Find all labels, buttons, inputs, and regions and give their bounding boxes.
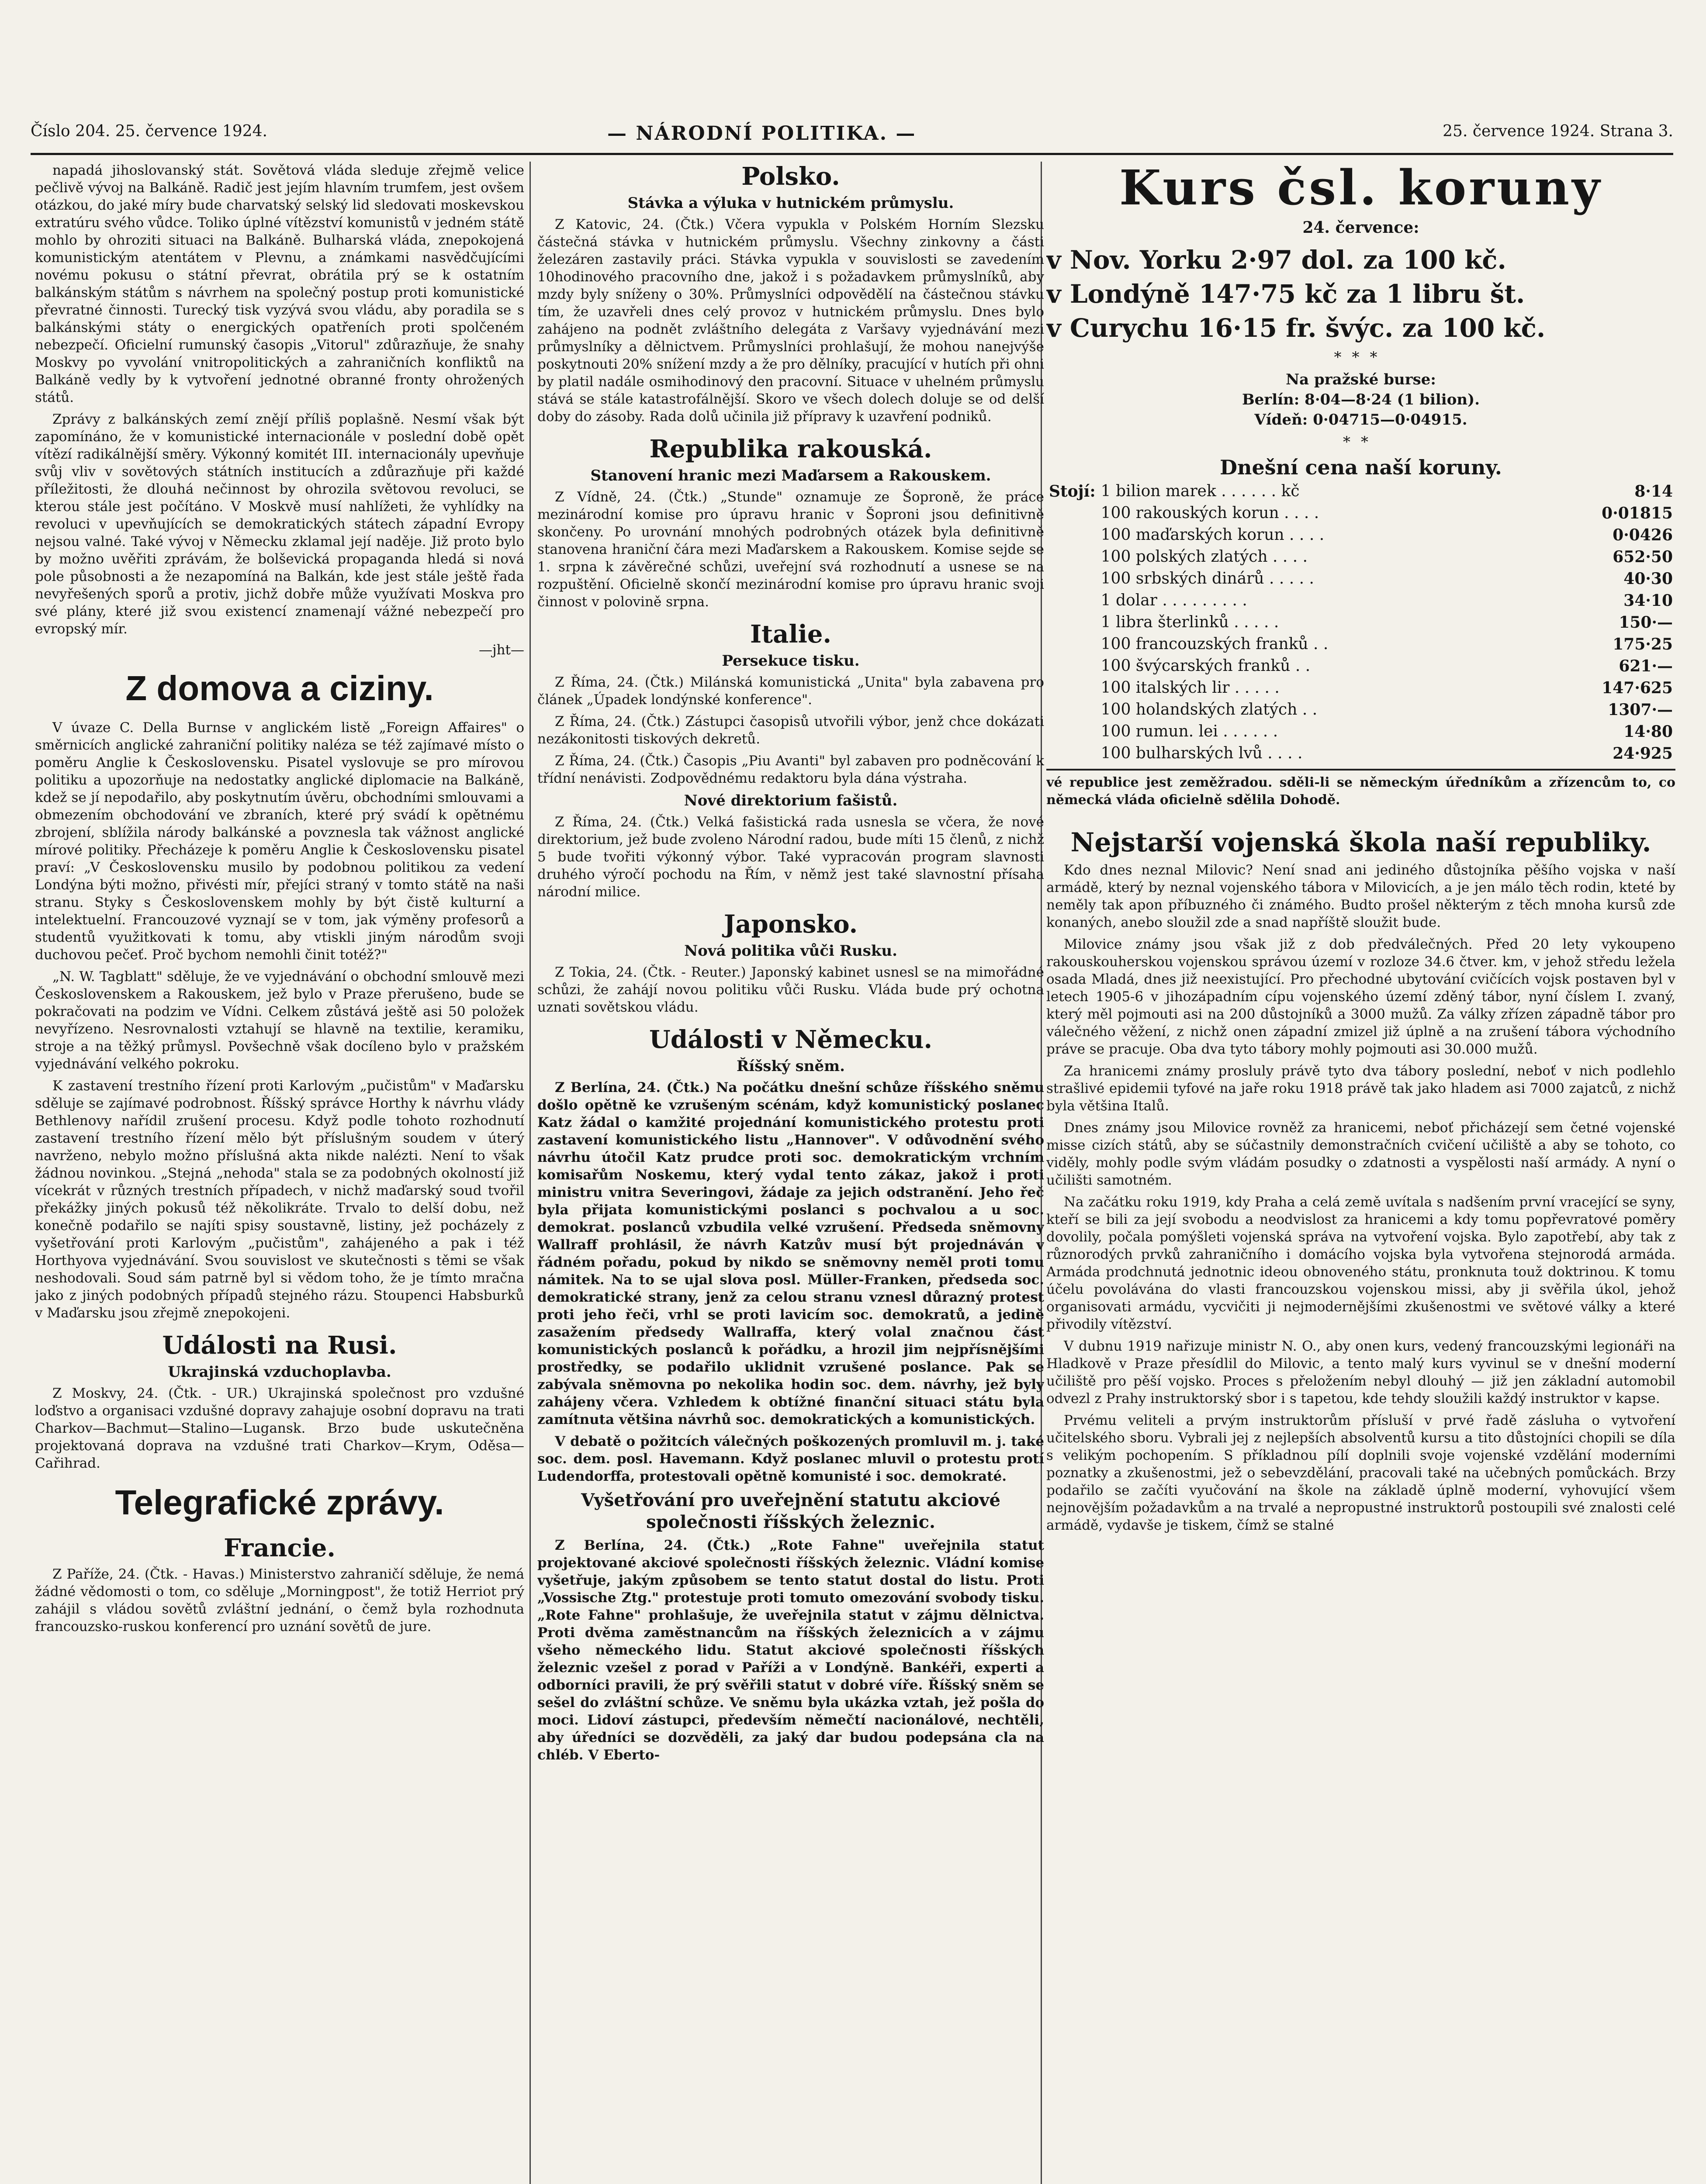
author-signature: —jht— [478, 642, 524, 658]
paragraph: Z Paříže, 24. (Čtk. - Havas.) Ministerstvo zahraničí sděluje, že nemá žádné vědomosti o tom, co sděluje „Morningpost", že totiž Herriot prý zahájil s vládou sovětů zvláštní jednání, o čemž byla rozhodnuta francouzsko-ruskou konferencí pro uznání sovětů de jure. [35, 1566, 524, 1635]
bourse-title: Na pražské burse: [1286, 371, 1436, 388]
issue-number: Číslo 204. 25. července 1924. [31, 122, 267, 140]
masthead: — NÁRODNÍ POLITIKA. — [607, 122, 917, 145]
rate-row [1046, 502, 1675, 524]
rate-row [1046, 743, 1675, 764]
rate-prefix [1046, 743, 1098, 764]
rate-value: 8·14 [1634, 482, 1673, 501]
paragraph: Za hranicemi známy prosluly právě tyto dva tábory poslední, neboť v nich podlehlo strašlivé epidemii tyfové na jaře roku 1918 právě tak jako hladem asi 7000 zajatců, z nichž byla většina Italů. [1046, 1063, 1675, 1114]
article-subtitle: Nové direktorium fašistů. [684, 792, 898, 809]
rate-prefix [1046, 699, 1098, 721]
rate-value: 34·10 [1623, 591, 1673, 610]
rate-value: 0·0426 [1613, 526, 1673, 544]
rate-value: 0·01815 [1602, 504, 1673, 522]
page-header [31, 122, 1673, 155]
paragraph: „N. W. Tagblatt" sděluje, že ve vyjednávání o obchodní smlouvě mezi Československem a Rakouskem, jež bylo v Praze přerušeno, bude se pokračovati na podzim ve Vídni. Celkem zůstává ještě asi 50 položek nevyřízeno. Nesrovnalosti vztahují se hlavně na textilie, keramiku, stroje a na těžký průmysl. Povšechně však docíleno bylo v pražském vyjednávání velkého pokroku. [35, 969, 524, 1072]
rate-prefix [1046, 655, 1098, 677]
exchange-rate-date: 24. července: [1302, 218, 1419, 237]
column-divider [529, 162, 531, 2184]
paragraph: Z Moskvy, 24. (Čtk. - UR.) Ukrajinská společnost pro vzdušné loďstvo a organisaci vzdušné dopravy zahajuje osobní dopravu na trati Charkov—Bachmut—Stalino—Lugansk. Brzo bude uskutečněna projektovaná doprava na vzdušné trati Charkov—Krym, Oděsa—Cařihrad. [35, 1386, 524, 1471]
rate-row [1046, 655, 1675, 677]
rate-row [1046, 612, 1675, 633]
exchange-rate-line: v Nov. Yorku 2·97 dol. za 100 kč. [1046, 245, 1506, 275]
rate-prefix [1046, 721, 1098, 743]
rate-row [1046, 590, 1675, 612]
paragraph: Z Vídně, 24. (Čtk.) „Stunde" oznamuje ze Šoproně, že práce mezinárodní komise pro úpravu hranic v Šoproni jsou definitivně skončeny. Po urovnání mnohých podrobných otázek byla definitivně stanovena hraniční čára mezi Maďarskem a Rakouskem. Komise sejde se 1. srpna k závěrečné schůzi, uveřejní svá rozhodnutí a usnese se na rozpuštění. Oficielně skončí mezinárodní komise pro úpravu hranic svoji činnost v polovině srpna. [537, 489, 1044, 610]
rate-row [1046, 524, 1675, 546]
paragraph: Zprávy z balkánských zemí znějí příliš poplašně. Nesmí však být zapomínáno, že v komunistické internacionále v poslední době opět vítězí radikálnější směry. Výkonný komitét III. internacionály upevňuje svůj vliv v sovětových státních institucích a zdůrazňuje při každé příležitosti, že dlouhá nečinnost by ohrozila světovou revoluci, se kterou stále jest počítáno. V Moskvě musí nahlížeti, že vyhlídky na revoluci v upevňujících se demokratických státech západní Evropy nejsou valné. Také vývoj v Německu zklamal její naděje. Již proto bylo by možno uvěřiti zprávám, že bolševická propaganda hledá si nová pole působnosti a že nezapomíná na Balkán, kde jest stále ještě řada nevyřešených sporů a protiv, jichž dobře může využívati Moskva pro své plány, které již svou existencí znamenají vážné nebezpečí pro evropský mír. [35, 411, 524, 637]
paragraph: Z Berlína, 24. (Čtk.) Na počátku dnešní schůze říšského sněmu došlo opětně ke vzrušeným scénám, když komunistický poslanec Katz žádal o kamžité projednání komunistického protestu proti zastavení komunistického listu „Hannover". V odůvodnění svého návrhu útočil Katz prudce proti soc. demokratickým vrchním komisařům Noskemu, který vydal tento zákaz, jakož i proti ministru vnitra Severingovi, žádaje za jejich odstranění. Jeho řeč byla přijata komunistickými poslanci s pochvalou a u soc. demokrat. poslanců vzbudila velké vzrušení. Předseda sněmovny Wallraff prohlásil, že návrh Katzův musí být projednáván v řádném pořadu, pokud by nikdo se sněmovny neměl proti tomu námitek. Na to se ujal slova posl. Müller-Franken, předseda soc. demokratické strany, jenž za celou stranu vznesl důrazný protest proti jeho řeči, vrhl se proti lavicím soc. demokratů, a jedině zasažením předsedy Wallraffa, který volal značnou část komunistických poslanců k pořádku, a hrozil jim nejpřísnějšími prostředky, se podařilo uklidnit vzrušené poslance. Pak se zabývala sněmovna po nekolika hodin soc. dem. návrhy, jež byly zahájeny včera. Vzhledem k obtížné finanční situaci státu byla zamítnuta většina návrhů soc. demokratických a komunistických. [537, 1080, 1044, 1427]
article-title: Události v Německu. [649, 1025, 932, 1054]
paragraph: Kdo dnes neznal Milovic? Není snad ani jediného důstojníka pěšího vojska v naší armádě, který by neznal vojenského tábora v Milovicích, a je jen málo těch rodin, kteté by neměly tak apon příbuzného či známého. Budto prošel některým z těch mnoha kursů zde konaných, anebo sloužil zde a snad napříště sloužit bude. [1046, 862, 1675, 930]
paragraph: V úvaze C. Della Burnse v anglickém listě „Foreign Affaires" o směrnicích anglické zahraniční politiky naléza se též zajímavé místo o poměru Anglie k Československu. Pisatel vyslovuje se pro mírovou politiku a upozorňuje na nedostatky anglické diplomacie na Balkáně, kdež se jí nepodařilo, aby poskytnutím úvěru, obchodními smlouvami a obmezením obchodování ve zbraních, které prý svádí k opětnému zbrojení, sblížila národy balkánské a povznesla tak vážnost anglické mírové politiky. Přecházeje k poměru Anglie k Československu pisatel praví: „V Československu musilo by podobnou politikou za vedení Londýna býti možno, přivésti mír, přejíci straný v tomto státě na naši stranu. Styky s Československem mohly by být čistě kulturní a intelektuelní. Francouzové vyznají se v tom, jak výměny profesorů a studentů využitkovati k tomu, aby vtiskli jiným národům svoji duchovou pečeť. Proč bychom nemohli činit totéž?" [35, 720, 524, 963]
rate-row [1046, 633, 1675, 655]
rate-prefix [1046, 524, 1098, 546]
paragraph: K zastavení trestního řízení proti Karlovým „pučistům" v Maďarsku sděluje se zajímavé podrobnost. Říšský správce Horthy k návrhu vlády Bethlenovy nařídil zrušení procesu. Když podle tohoto rozhodnutí zastavení trestního řízení mělo být příslušným soudem v úterý navrženo, nebylo možno příslušná akta nikde nalézti. Není to však žádnou novinkou. „Stejná „nehoda" stala se za podobných okolností již vícekrát v různých trestních případech, v nichž maďarský soud tvořil překážky jiných pokusů též několikráte. Trvalo to delší dobu, než konečně podařilo se najíti spisy soustavně, listiny, jež pocházely z vyšetřování proti Karlovým „pučistům", zahájeného a pak i též Horthyova vyjednávání. Svou souvislost ve skutečnosti s těmi se však neshodovali. Soud sám patrně byl si vědom toho, že je tímto mračna jako z jiných podobných případů stejného rázu. Stoupenci Habsburků v Maďarsku jsou zřejmě znepokojeni. [35, 1078, 524, 1321]
exchange-rate-line: v Curychu 16·15 fr. švýc. za 100 kč. [1046, 313, 1546, 343]
ornament-divider: *** [1334, 349, 1388, 366]
paragraph: Z Říma, 24. (Čtk.) Zástupci časopisů utvořili výbor, jenž chce dokázati nezákonitosti tiskových dekretů. [537, 714, 1044, 747]
rate-row [1046, 568, 1675, 590]
rate-prefix [1046, 633, 1098, 655]
rate-value: 14·80 [1623, 722, 1673, 741]
paragraph: Na začátku roku 1919, kdy Praha a celá země uvítala s nadšením první vracející se syny, kteří se bili za její svobodu a neodvislost za hranicemi a kdy tomu popřevratové poměry dovolily, počala pomýšleti vojenská správa na vytvoření vojska. Bylo zapotřebí, aby tak z různorodých prvků zahraničního i domácího vojska byla vytvořena stejnorodá armáda. Armáda prodchnutá jednotnic ideou obnoveného státu, pronknuta touž doktrinou. K tomu účelu povolávána do vlasti francouzskou vojenskou missi, aby ji svěřila úkol, jehož organisovati armádu, vycvičiti ji nejmodernějšími zkušenostmi ve světové války a které přivodily vítězství. [1046, 1194, 1675, 1332]
bourse-line: Vídeň: 0·04715—0·04915. [1254, 411, 1467, 429]
ornament-divider: ** [1343, 433, 1379, 451]
rate-prefix [1046, 590, 1098, 612]
rate-row [1046, 699, 1675, 721]
page-number: 25. července 1924. Strana 3. [1443, 122, 1673, 140]
rate-label: 100 francouzských franků . . [1100, 635, 1329, 653]
rate-value: 150·— [1619, 613, 1673, 632]
paragraph: V dubnu 1919 nařizuje ministr N. O., aby onen kurs, vedený francouzskými legionáři na Hladkově v Praze přesídlil do Milovic, a tento malý kurs vyvinul se v dnešní moderní učiliště pro pěší vojsko. Proces s přeložením nebyl dlouhý — již jen základní automobil odvezl z Prahy instruktorský sbor i s tapetou, kde tehdy sloužili každý instruktor v kapse. [1046, 1338, 1675, 1406]
article-subtitle: Persekuce tisku. [722, 652, 860, 670]
rate-label: 100 srbských dinárů . . . . . [1100, 570, 1314, 587]
column-2 [537, 162, 1044, 2184]
article-subtitle: Říšský sněm. [737, 1057, 845, 1075]
rate-value: 40·30 [1623, 570, 1673, 588]
rates-title: Dnešní cena naší koruny. [1220, 456, 1502, 479]
rate-label: 1 libra šterlinků . . . . . [1100, 613, 1279, 631]
rate-value: 652·50 [1613, 548, 1673, 566]
rate-value: 147·625 [1602, 679, 1673, 697]
rate-row [1046, 721, 1675, 743]
paragraph: Dnes známy jsou Milovice rovněž za hranicemi, neboť přicházejí sem četné vojenské misse cizích států, aby se súčastnily demonstračních cvičení učiliště a aby se tohoto, co viděly, mohly podle svým vládám posudky o zdatnosti a vyspělosti naší armády. A nyní o učilišti samotném. [1046, 1120, 1675, 1188]
rate-prefix [1046, 612, 1098, 633]
rate-label: 100 polských zlatých . . . . [1100, 548, 1308, 566]
bourse-line: Berlín: 8·04—8·24 (1 bilion). [1242, 391, 1480, 408]
paragraph: Z Berlína, 24. (Čtk.) „Rote Fahne" uveřejnila statut projektované akciové společnosti říšských železnic. Vládní komise vyšetřuje, jakým způsobem se tento statut dostal do listu. Proti „Vossische Ztg." protestuje proti tomuto omezování svobody tisku. „Rote Fahne" prohlašuje, že uveřejnila statut v zájmu dělnictva. Proti dvěma zaměstnancům na říšských železnicích a v zájmu všeho německého lidu. Statut akciové společnosti říšských železnic vzešel z porad v Paříži a v Londýně. Bankéři, experti a odborníci pravili, že prý svěřili statut v dobré víře. Říšský sněm se sešel do zvláštní schůze. Ve sněmu byla ukázka vztah, jež pošla do moci. Lidoví zástupci, především němečtí nacionálové, nechtěli, aby úředníci se dozvěděli, za jaký dar budou podepsána cla na chléb. V Eberto- [537, 1538, 1044, 1763]
rate-label: 100 rumun. lei . . . . . . [1100, 722, 1278, 740]
paragraph: Milovice známy jsou však již z dob předválečných. Před 20 lety vykoupeno rakouskouherskou vojenskou správou území v rozloze 34.6 čtver. km, v jehož středu ležela osada Mladá, dnes již neexistující. Pro přechodné ubytování cvičících vojsk postaven byl v letech 1905-6 v jihozápadním cípu vojenského území zděný tábor, nyní číslem I. zvaný, který měl pojmouti asi na 200 důstojníků a 3000 mužů. Za války zřízen západně tábor pro válečného věžení, z nichž onen západní zmizel již úplně a na zrušení tábora východního práve se pracuje. Oba dva tyto tábory mohly pojmouti asi 30.000 mužů. [1046, 936, 1675, 1057]
article-title: Japonsko. [723, 910, 858, 939]
article-subtitle: Stávka a výluka v hutnickém průmyslu. [627, 194, 954, 212]
note-text: vé republice jest zeměžradou. sděli-li se německým úředníkům a zřízencům to, co německá vláda oficielně sdělila Dohodě. [1046, 769, 1675, 809]
article-subtitle: Nová politika vůči Rusku. [684, 942, 897, 960]
column-3 [1046, 162, 1675, 2184]
article-title: Vyšetřování pro uveřejnění statutu akciové společnosti říšských železnic. [581, 1490, 1000, 1532]
column-1 [35, 162, 524, 2184]
paragraph: Prvému veliteli a prvým instruktorům přísluší v prvé řadě zásluha o vytvoření učitelského sboru. Vybrali jej z nejlepších absolventů kursu a tito důstojníci chopili se díla s velikým pochopením. S příkladnou pílí doplnili svoje vojenské vzdělání moderními poznatky a zkušenostmi, jež o sebevzdělání, pracovali také na učebných pomůckách. Brzy podařilo se začíti vyučování na škole na základě úplně moderní, vyhovující všem nejnovějším požadavkům a na trvalé a nepropustné instruktorů postoupili své znalosti celé armádě, vydavše je tiskem, čímž se stalné [1046, 1413, 1675, 1533]
exchange-rate-title: Kurs čsl. koruny [1119, 162, 1603, 216]
paragraph: Z Katovic, 24. (Čtk.) Včera vypukla v Polském Horním Slezsku částečná stávka v hutnickém průmyslu. Všechny zinkovny a části železáren zastavily práci. Stávka vypukla v souvislosti se zavedením 10hodinového pracovního dne, jakož i s požadavkem průmyslníků, aby mzdy byly sníženy o 30%. Průmyslníci odpovědělí na částečnou stávku tím, že uzavřeli dnes celý provoz v hutnickém průmyslu. Dnes bylo zahájeno na podnět zvláštního delegáta z Varšavy vyjednávání mezi průmyslníky a dělnictvem. Průmyslníci prohlašují, že mohou nanejvýše poskytnouti 20% snížení mzdy a že pro dělníky, pracující v hutích při ohni by platil nadále osmihodinový den pracovní. Situace v uhelném průmyslu stává se stále katastrofálnější. Skoro ve všech dolech doluje se od delší doby do zásoby. Rada dolů učinila již přípravy k uzavření podniků. [537, 217, 1044, 425]
rate-value: 24·925 [1613, 744, 1673, 763]
rate-prefix [1046, 502, 1098, 524]
rate-label: 100 bulharských lvů . . . . [1100, 744, 1303, 762]
exchange-rate-line: v Londýně 147·75 kč za 1 libru št. [1046, 279, 1525, 309]
article-title: Nejstarší vojenská škola naší republiky. [1070, 827, 1651, 858]
rate-label: 100 maďarských korun . . . . [1100, 526, 1325, 544]
rate-label: 100 holandských zlatých . . [1100, 701, 1318, 719]
rate-value: 621·— [1619, 657, 1673, 675]
rate-label: 100 italských lir . . . . . [1100, 679, 1280, 697]
article-title: Polsko. [741, 162, 840, 191]
paragraph: Z Říma, 24. (Čtk.) Časopis „Piu Avanti" byl zabaven pro podněcování k třídní nenávisti. Zodpovědnému redaktoru byla dána výstraha. [537, 753, 1044, 786]
rate-prefix: Stojí: [1049, 482, 1096, 501]
section-title: Telegrafické zprávy. [115, 1483, 444, 1522]
paragraph: napadá jihoslovanský stát. Sovětová vláda sleduje zřejmě velice pečlivě vývoj na Balkáně. Radič jest jejím hlavním trumfem, jest ovšem otázkou, do jaké míry bude charvatský selský lid sledovati moskevskou extratúru svého vůdce. Toliko úplné vítězství komunistů v jedném státě mohlo by ohroziti situaci na Balkáně. Bulharská vláda, znepokojená komunistickým atentátem v Plevnu, a známkami nasvědčujícími novému pokusu o státní převrat, obrátila prý se k ostatním balkánským státům s návrhem na společný postup proti komunistické převratné činnosti. Turecký tisk vyzývá svou vládu, aby poradila se s balkánskými státy o energických opatřeních proti spolčeném nebezpečí. Oficielní rumunský časopis „Vitorul" zdůrazňuje, že snahy Moskvy po vyvolání vnitropolitických a zahraničních konfliktů na Balkáně vedly by k vytvoření jednotné obranné fronty ohrožených států. [35, 162, 524, 405]
rate-label: 100 švýcarských franků . . [1100, 657, 1311, 675]
rate-label: 1 dolar . . . . . . . . . [1100, 591, 1247, 609]
article-subtitle: Stanovení hranic mezi Maďarsem a Rakouskem. [590, 467, 991, 484]
rate-row [1046, 546, 1675, 568]
rate-label: 1 bilion marek . . . . . . kč [1100, 482, 1300, 500]
rates-table [1046, 480, 1675, 764]
rate-value: 175·25 [1613, 635, 1673, 653]
article-subtitle: Ukrajinská vzduchoplavba. [168, 1363, 391, 1381]
rate-prefix [1046, 677, 1098, 699]
paragraph: Z Říma, 24. (Čtk.) Milánská komunistická „Unita" byla zabavena pro článek „Úpadek londýnské konference". [537, 674, 1044, 708]
article-title: Události na Rusi. [162, 1331, 397, 1360]
rate-row [1046, 677, 1675, 699]
paragraph: Z Říma, 24. (Čtk.) Velká fašistická rada usnesla se včera, že nové direktorium, jež bude zvoleno Národní radou, bude míti 15 členů, z nichž 5 bude tvořiti výkonný výbor. Také vypracován program slavnosti druhého výročí pochodu na Řím, v němž jest také slavnostní přísaha národní milice. [537, 814, 1044, 900]
article-title: Italie. [750, 620, 832, 649]
paragraph: V debatě o požitcích válečných poškozených promluvil m. j. také soc. dem. posl. Havemann. Když poslanec mluvil o protestu protí Ludendorffa, protestovali opětně komunisté i soc. demokraté. [537, 1434, 1044, 1484]
rate-prefix [1046, 546, 1098, 568]
rate-value: 1307·— [1608, 701, 1673, 719]
paragraph: Z Tokia, 24. (Čtk. - Reuter.) Japonský kabinet usnesl se na mimořádné schůzi, že zahájí novou politiku vůči Rusku. Vláda bude prý ochotna uznati sovětskou vládu. [537, 964, 1044, 1015]
section-title: Z domova a ciziny. [125, 669, 434, 708]
article-title: Francie. [224, 1534, 336, 1562]
article-title: Republika rakouská. [649, 435, 932, 463]
rate-prefix [1046, 568, 1098, 590]
rate-label: 100 rakouských korun . . . . [1100, 504, 1319, 522]
rate-row [1046, 480, 1675, 502]
